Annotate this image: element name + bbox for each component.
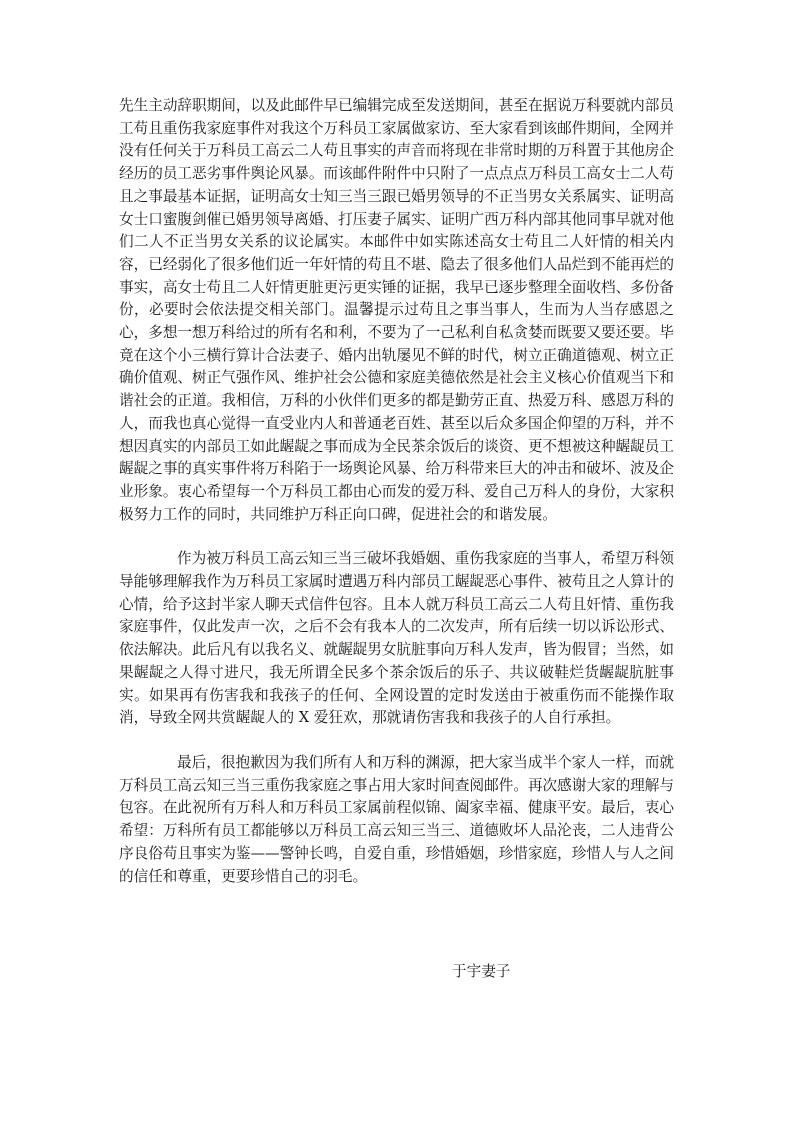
paragraph-2: 作为被万科员工高云知三当三破坏我婚姻、重伤我家庭的当事人，希望万科领导能够理解我作为万科员工家属时遭遇万科内部员工龌龊恶心事件、被苟且之人算计的心情，给予这封半家人聊天式信件包容。且本人就万科员工高云二人苟且奸情、重伤我家庭事件，仅此发声一次，之后不会有我本人的二次发声，所有后续一切以诉讼形式、依法解决。此后凡有以我名义、就龌龊男女肮脏事向万科人发声，皆为假冒；当然，如果龌龊之人得寸进尺，我无所谓全民多个茶余饭后的乐子、共议破鞋烂货龌龊肮脏事实。如果再有伤害我和我孩子的任何、全网设置的定时发送由于被重伤而不能操作取消，导致全网共赏龌龊人的 X 爱狂欢，那就请伤害我和我孩子的人自行承担。 <box>119 550 674 727</box>
paragraph-3: 最后，很抱歉因为我们所有人和万科的渊源，把大家当成半个家人一样，而就万科员工高云知三当三重伤我家庭之事占用大家时间查阅邮件。再次感谢大家的理解与包容。在此祝所有万科人和万科员工家属前程似锦、阖家幸福、健康平安。最后，衷心希望：万科所有员工都能够以万科员工高云知三当三、道德败坏人品沦丧，二人违背公序良俗苟且事实为鉴——警钟长鸣，自爱自重，珍惜婚姻，珍惜家庭，珍惜人与人之间的信任和尊重，更要珍惜自己的羽毛。 <box>119 753 674 885</box>
letter-body <box>119 95 674 888</box>
paragraph-1: 先生主动辞职期间，以及此邮件早已编辑完成至发送期间，甚至在据说万科要就内部员工苟且重伤我家庭事件对我这个万科员工家属做家访、至大家看到该邮件期间，全网并没有任何关于万科员工高云二人苟且事实的声音而将现在非常时期的万科置于其他房企经历的员工恶劣事件舆论风暴。而该邮件附件中只附了一点点点万科员工高女士二人苟且之事最基本证据，证明高女士知三当三跟已婚男领导的不正当男女关系属实、证明高女士口蜜腹剑催已婚男领导离婚、打压妻子属实、证明广西万科内部其他同事早就对他们二人不正当男女关系的议论属实。本邮件中如实陈述高女士苟且二人奸情的相关内容，已经弱化了很多他们近一年奸情的苟且不堪、隐去了很多他们人品烂到不能再烂的事实，高女士苟且二人奸情更脏更污更实锤的证据，我早已逐步整理全面收档、多份备份，必要时会依法提交相关部门。温馨提示过苟且之事当事人，生而为人当存感恩之心，多想一想万科给过的所有名和利，不要为了一己私利自私贪婪而既要又要还要。毕竟在这个小三横行算计合法妻子、婚内出轨屡见不鲜的时代，树立正确道德观、树立正确价值观、树正气强作风、维护社会公德和家庭美德依然是社会主义核心价值观当下和谐社会的正道。我相信，万科的小伙伴们更多的都是勤劳正直、热爱万科、感恩万科的人，而我也真心觉得一直受业内人和普通老百姓、甚至以后众多国企仰望的万科，并不想因真实的内部员工如此龌龊之事而成为全民茶余饭后的谈资、更不想被这种龌龊员工龌龊之事的真实事件将万科陷于一场舆论风暴、给万科带来巨大的冲击和破坏、波及企业形象。衷心希望每一个万科员工都由心而发的爱万科、爱自己万科人的身份，大家积极努力工作的同时，共同维护万科正向口碑，促进社会的和谐发展。 <box>119 97 674 523</box>
signature: 于宇妻子 <box>452 963 511 980</box>
